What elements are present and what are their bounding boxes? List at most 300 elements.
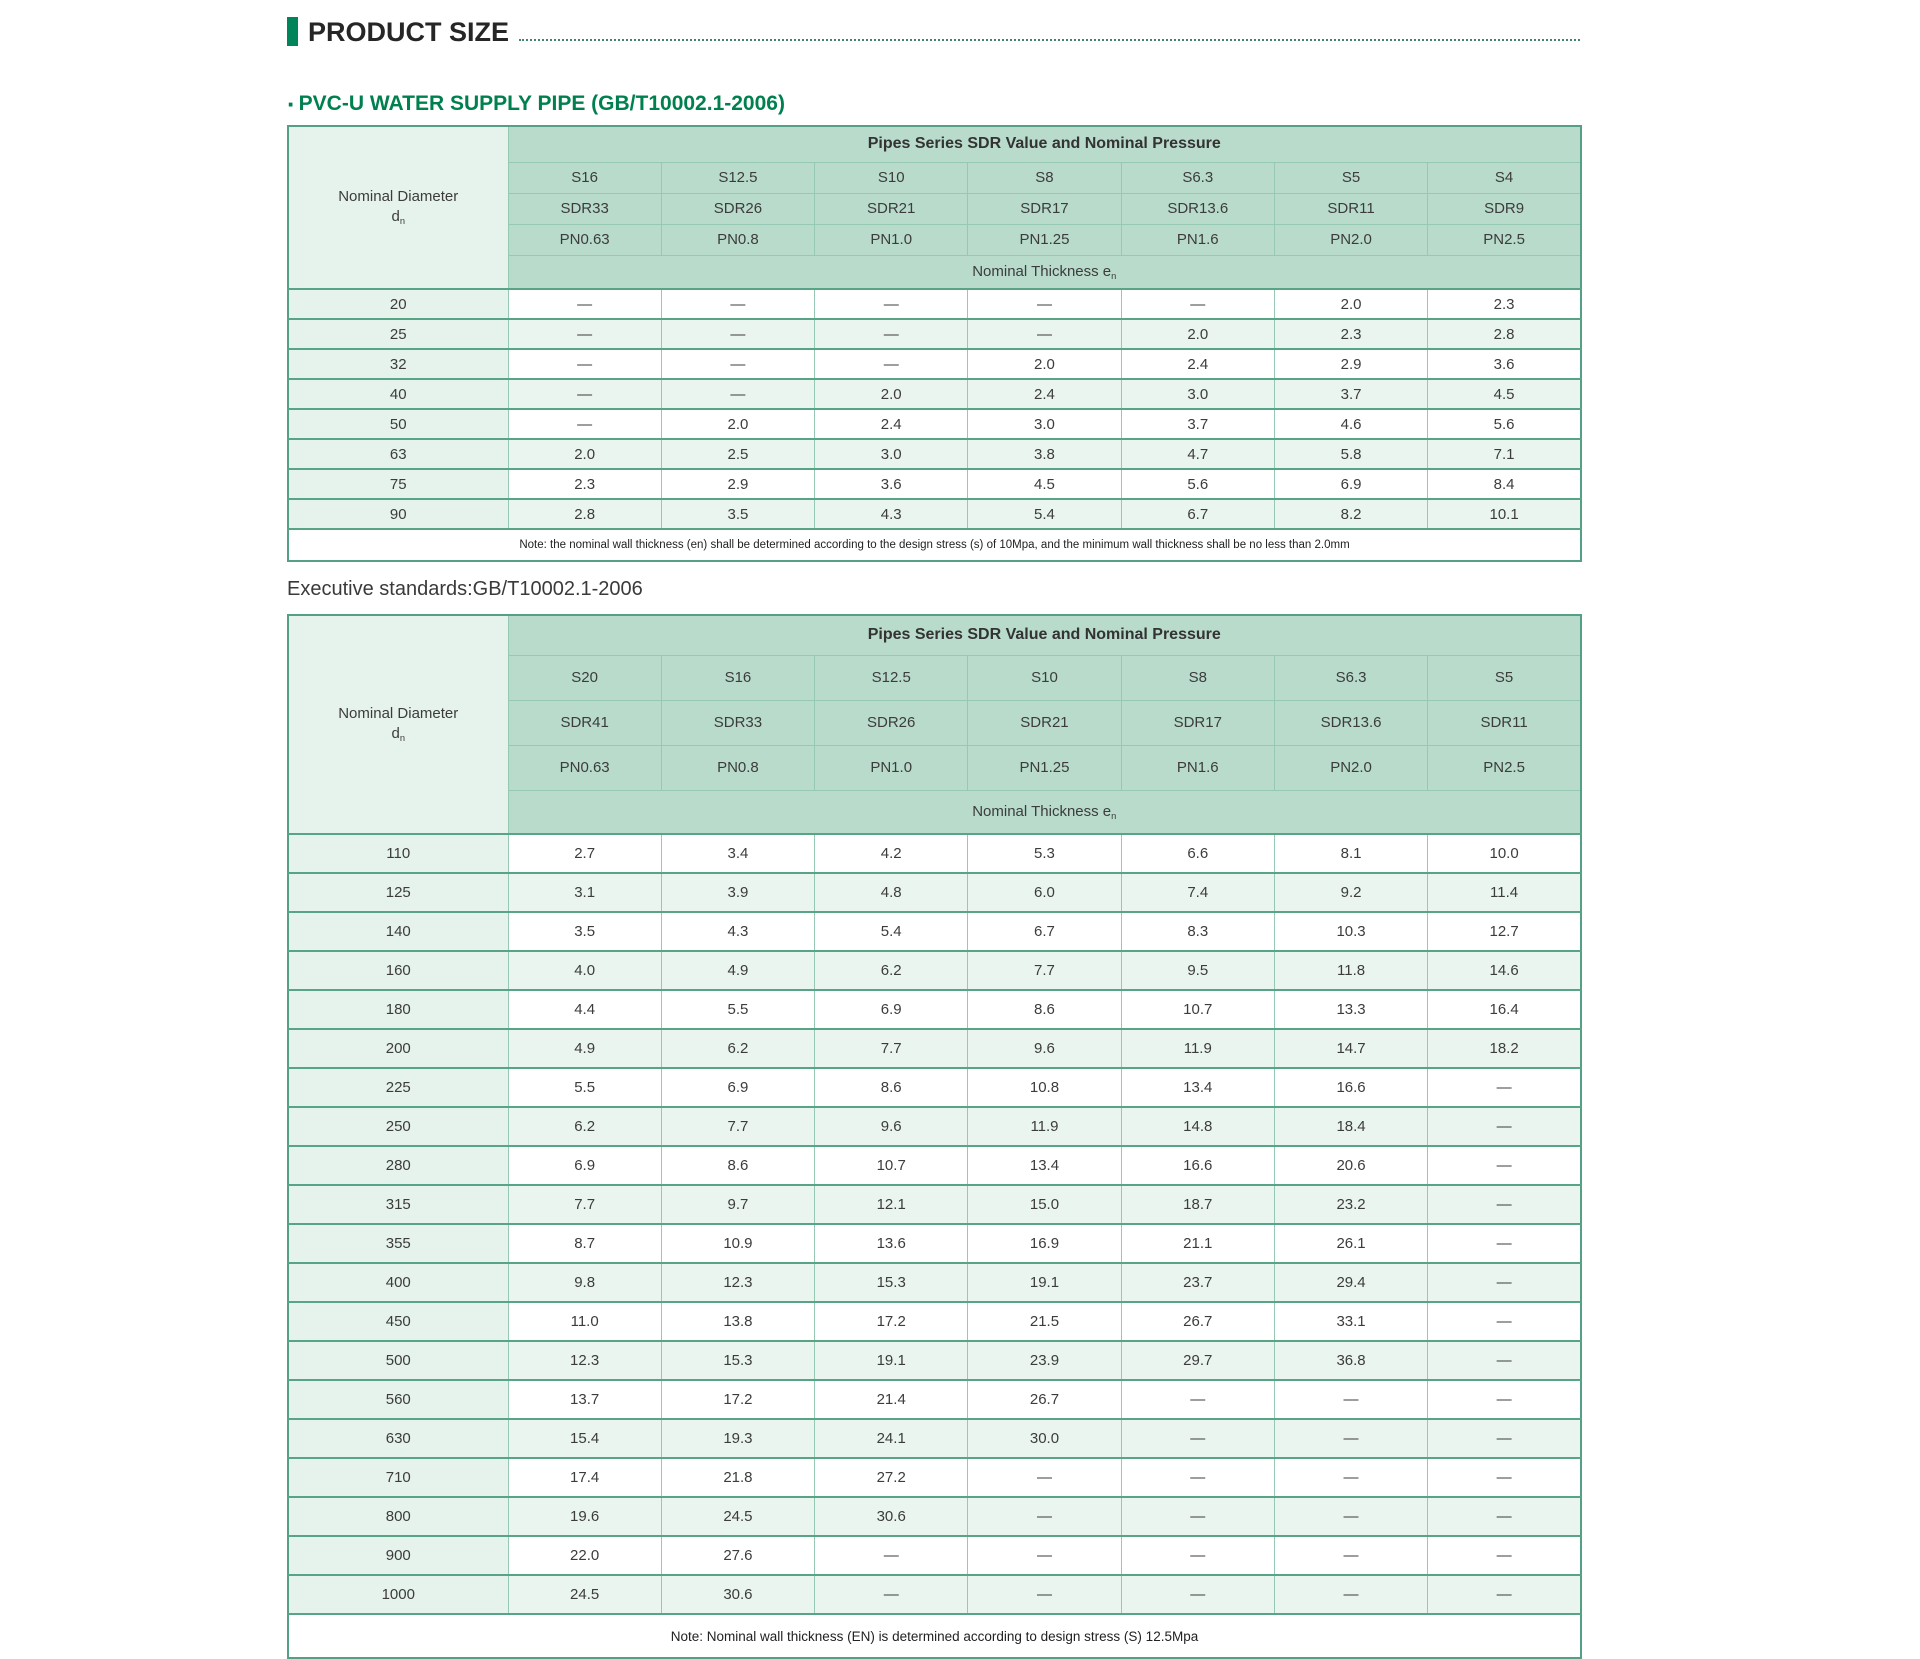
thickness-value-cell: — [1428,1224,1581,1263]
thickness-value-cell: 3.5 [661,499,814,529]
thickness-value-cell: — [1121,1575,1274,1614]
thickness-value-cell: — [815,289,968,319]
thickness-value-cell: 8.4 [1428,469,1581,499]
series-s-header-cell: S10 [968,655,1121,700]
thickness-value-cell: 21.5 [968,1302,1121,1341]
thickness-value-cell: — [1121,1536,1274,1575]
table-row [288,379,1581,409]
pn-header-cell: PN0.8 [661,224,814,255]
thickness-value-cell: 15.3 [815,1263,968,1302]
table-row [288,409,1581,439]
table-row [288,439,1581,469]
table-row [288,1419,1581,1458]
table-row [288,912,1581,951]
thickness-value-cell: — [1428,1146,1581,1185]
table-row [288,469,1581,499]
thickness-value-cell: 30.6 [661,1575,814,1614]
thickness-value-cell: 22.0 [508,1536,661,1575]
thickness-value-cell: 17.2 [661,1380,814,1419]
thickness-value-cell: 9.6 [815,1107,968,1146]
series-pressure-band-title: Pipes Series SDR Value and Nominal Pressure [508,615,1581,655]
executive-standards-text: Executive standards:GB/T10002.1-2006 [287,578,643,600]
diameter-cell: 63 [288,439,508,469]
thickness-value-cell: 3.1 [508,873,661,912]
thickness-value-cell: 17.2 [815,1302,968,1341]
thickness-value-cell: — [1428,1185,1581,1224]
thickness-value-cell: 4.9 [661,951,814,990]
diameter-cell: 75 [288,469,508,499]
pn-header-cell: PN2.0 [1274,745,1427,790]
thickness-value-cell: 7.7 [815,1029,968,1068]
page-title: PRODUCT SIZE [308,17,510,47]
thickness-value-cell: 7.7 [508,1185,661,1224]
thickness-value-cell: 8.1 [1274,834,1427,873]
thickness-value-cell: — [1428,1536,1581,1575]
thickness-value-cell: 3.0 [815,439,968,469]
thickness-value-cell: 4.5 [1428,379,1581,409]
thickness-value-cell: — [968,1536,1121,1575]
pn-header-cell: PN0.63 [508,224,661,255]
diameter-cell: 315 [288,1185,508,1224]
sdr-header-cell: SDR17 [1121,700,1274,745]
sdr-header-cell: SDR13.6 [1121,193,1274,224]
thickness-value-cell: 11.0 [508,1302,661,1341]
sdr-header-cell: SDR41 [508,700,661,745]
series-s-header-cell: S16 [508,162,661,193]
thickness-value-cell: 16.6 [1121,1146,1274,1185]
diameter-cell: 400 [288,1263,508,1302]
table-row [288,319,1581,349]
thickness-value-cell: 10.9 [661,1224,814,1263]
thickness-value-cell: 3.6 [1428,349,1581,379]
nominal-diameter-header: Nominal Diameter $d_n$ [288,126,508,289]
thickness-value-cell: 3.5 [508,912,661,951]
thickness-value-cell: 10.8 [968,1068,1121,1107]
sdr-header-cell: SDR13.6 [1274,700,1427,745]
thickness-value-cell: 4.4 [508,990,661,1029]
diameter-cell: 800 [288,1497,508,1536]
thickness-value-cell: 8.6 [661,1146,814,1185]
diameter-cell: 90 [288,499,508,529]
series-s-header-cell: S5 [1274,162,1427,193]
table-row [288,349,1581,379]
sdr-header-cell: SDR33 [661,700,814,745]
diameter-cell: 125 [288,873,508,912]
thickness-value-cell: — [1428,1302,1581,1341]
table-row [288,1380,1581,1419]
diameter-cell: 1000 [288,1575,508,1614]
series-s-header-cell: S12.5 [815,655,968,700]
thickness-value-cell: — [815,319,968,349]
sdr-header-cell: SDR9 [1428,193,1581,224]
thickness-value-cell: — [1428,1263,1581,1302]
table-note: Note: Nominal wall thickness (EN) is determined according to design stress (S) 12.5Mpa [288,1614,1581,1658]
thickness-value-cell: — [1428,1341,1581,1380]
diameter-cell: 20 [288,289,508,319]
thickness-value-cell: 6.6 [1121,834,1274,873]
thickness-value-cell: 10.3 [1274,912,1427,951]
thickness-value-cell: 2.0 [1121,319,1274,349]
diameter-cell: 25 [288,319,508,349]
thickness-value-cell: — [1428,1419,1581,1458]
diameter-cell: 225 [288,1068,508,1107]
product-subtitle: PVC-U WATER SUPPLY PIPE (GB/T10002.1-2006) [298,92,785,115]
thickness-value-cell: 4.7 [1121,439,1274,469]
thickness-value-cell: 3.7 [1274,379,1427,409]
thickness-value-cell: 4.9 [508,1029,661,1068]
thickness-value-cell: 9.5 [1121,951,1274,990]
thickness-value-cell: 2.5 [661,439,814,469]
thickness-value-cell: 6.2 [815,951,968,990]
thickness-value-cell: 16.4 [1428,990,1581,1029]
thickness-value-cell: 5.5 [661,990,814,1029]
thickness-value-cell: 5.6 [1428,409,1581,439]
thickness-value-cell: 15.0 [968,1185,1121,1224]
thickness-value-cell: — [661,349,814,379]
thickness-value-cell: — [661,289,814,319]
thickness-value-cell: 6.2 [661,1029,814,1068]
thickness-value-cell: — [815,349,968,379]
nominal-thickness-band-label: Nominal Thickness $e_n$ [508,255,1581,289]
thickness-value-cell: — [1274,1497,1427,1536]
thickness-value-cell: 2.0 [968,349,1121,379]
thickness-value-cell: 2.4 [968,379,1121,409]
table-row [288,289,1581,319]
thickness-value-cell: 4.0 [508,951,661,990]
thickness-value-cell: 9.8 [508,1263,661,1302]
thickness-value-cell: 2.9 [1274,349,1427,379]
nominal-thickness-band-label: Nominal Thickness $e_n$ [508,790,1581,834]
thickness-value-cell: — [1274,1419,1427,1458]
pn-header-cell: PN2.5 [1428,745,1581,790]
pipe-size-table-large-diameters [287,614,1582,1659]
title-accent-bar [287,17,298,46]
sdr-header-cell: SDR33 [508,193,661,224]
diameter-cell: 160 [288,951,508,990]
thickness-value-cell: 7.7 [968,951,1121,990]
thickness-value-cell: — [1274,1380,1427,1419]
thickness-value-cell: 13.6 [815,1224,968,1263]
pn-header-cell: PN2.5 [1428,224,1581,255]
thickness-value-cell: 5.4 [968,499,1121,529]
thickness-value-cell: 3.4 [661,834,814,873]
series-s-header-cell: S10 [815,162,968,193]
thickness-value-cell: 19.1 [815,1341,968,1380]
thickness-value-cell: 13.4 [1121,1068,1274,1107]
thickness-value-cell: 27.2 [815,1458,968,1497]
table-row [288,951,1581,990]
thickness-value-cell: — [508,319,661,349]
thickness-value-cell: — [1274,1458,1427,1497]
thickness-value-cell: 13.8 [661,1302,814,1341]
thickness-value-cell: 8.6 [815,1068,968,1107]
thickness-value-cell: 2.9 [661,469,814,499]
table-row [288,873,1581,912]
thickness-value-cell: 30.0 [968,1419,1121,1458]
table-row [288,1029,1581,1068]
thickness-value-cell: 2.3 [508,469,661,499]
nominal-diameter-header: Nominal Diameter $d_n$ [288,615,508,834]
thickness-value-cell: — [1428,1458,1581,1497]
thickness-value-cell: 5.8 [1274,439,1427,469]
thickness-value-cell: 14.6 [1428,951,1581,990]
thickness-value-cell: 11.9 [968,1107,1121,1146]
thickness-value-cell: — [815,1575,968,1614]
thickness-value-cell: 6.0 [968,873,1121,912]
thickness-value-cell: 10.1 [1428,499,1581,529]
thickness-value-cell: 26.1 [1274,1224,1427,1263]
thickness-value-cell: 36.8 [1274,1341,1427,1380]
table-row [288,990,1581,1029]
thickness-value-cell: 15.4 [508,1419,661,1458]
thickness-value-cell: 5.4 [815,912,968,951]
thickness-value-cell: 8.3 [1121,912,1274,951]
thickness-value-cell: 6.9 [508,1146,661,1185]
table-row [288,1497,1581,1536]
series-s-header-cell: S5 [1428,655,1581,700]
diameter-cell: 355 [288,1224,508,1263]
diameter-cell: 630 [288,1419,508,1458]
thickness-value-cell: 19.3 [661,1419,814,1458]
diameter-cell: 900 [288,1536,508,1575]
thickness-value-cell: 16.9 [968,1224,1121,1263]
table-row [288,1146,1581,1185]
thickness-value-cell: 3.0 [1121,379,1274,409]
page-content [287,0,1582,1659]
thickness-value-cell: — [1121,1497,1274,1536]
pn-header-cell: PN0.63 [508,745,661,790]
thickness-value-cell: — [661,319,814,349]
thickness-value-cell: 7.4 [1121,873,1274,912]
thickness-value-cell: — [1428,1575,1581,1614]
thickness-value-cell: 10.0 [1428,834,1581,873]
thickness-value-cell: — [968,1575,1121,1614]
thickness-value-cell: 8.7 [508,1224,661,1263]
thickness-value-cell: 23.2 [1274,1185,1427,1224]
thickness-value-cell: 11.8 [1274,951,1427,990]
thickness-value-cell: 13.3 [1274,990,1427,1029]
thickness-value-cell: — [968,1497,1121,1536]
table-row [288,1224,1581,1263]
thickness-value-cell: 12.1 [815,1185,968,1224]
thickness-value-cell: 2.8 [508,499,661,529]
diameter-cell: 40 [288,379,508,409]
thickness-value-cell: — [508,289,661,319]
thickness-value-cell: — [508,409,661,439]
diameter-cell: 280 [288,1146,508,1185]
thickness-value-cell: 2.0 [815,379,968,409]
series-s-header-cell: S12.5 [661,162,814,193]
thickness-value-cell: 6.2 [508,1107,661,1146]
diameter-cell: 110 [288,834,508,873]
thickness-value-cell: 11.4 [1428,873,1581,912]
thickness-value-cell: 2.8 [1428,319,1581,349]
thickness-value-cell: 2.4 [1121,349,1274,379]
thickness-value-cell: — [968,319,1121,349]
thickness-value-cell: — [1428,1107,1581,1146]
table-row [288,1575,1581,1614]
pn-header-cell: PN1.0 [815,745,968,790]
thickness-value-cell: — [1121,1419,1274,1458]
thickness-value-cell: 24.1 [815,1419,968,1458]
thickness-value-cell: 6.7 [968,912,1121,951]
thickness-value-cell: 26.7 [968,1380,1121,1419]
thickness-value-cell: 2.0 [508,439,661,469]
table-row [288,499,1581,529]
diameter-cell: 450 [288,1302,508,1341]
thickness-value-cell: 19.6 [508,1497,661,1536]
series-s-header-cell: S4 [1428,162,1581,193]
thickness-value-cell: 27.6 [661,1536,814,1575]
thickness-value-cell: 2.3 [1428,289,1581,319]
thickness-value-cell: 21.1 [1121,1224,1274,1263]
thickness-value-cell: 6.9 [661,1068,814,1107]
thickness-value-cell: 6.9 [815,990,968,1029]
thickness-value-cell: 2.7 [508,834,661,873]
thickness-value-cell: 14.7 [1274,1029,1427,1068]
table-row [288,1302,1581,1341]
table-row [288,1068,1581,1107]
thickness-value-cell: 4.3 [815,499,968,529]
thickness-value-cell: 20.6 [1274,1146,1427,1185]
thickness-value-cell: 6.9 [1274,469,1427,499]
thickness-value-cell: 5.3 [968,834,1121,873]
thickness-value-cell: 14.8 [1121,1107,1274,1146]
thickness-value-cell: 29.7 [1121,1341,1274,1380]
thickness-value-cell: 3.0 [968,409,1121,439]
thickness-value-cell: 24.5 [661,1497,814,1536]
table-row [288,1263,1581,1302]
thickness-value-cell: — [661,379,814,409]
product-subtitle-row: · PVC-U WATER SUPPLY PIPE (GB/T10002.1-2006) [287,89,785,119]
diameter-cell: 50 [288,409,508,439]
thickness-value-cell: 3.9 [661,873,814,912]
thickness-value-cell: 18.4 [1274,1107,1427,1146]
thickness-value-cell: 5.6 [1121,469,1274,499]
thickness-value-cell: 9.6 [968,1029,1121,1068]
thickness-value-cell: 33.1 [1274,1302,1427,1341]
thickness-value-cell: — [1121,1458,1274,1497]
sdr-header-cell: SDR26 [815,700,968,745]
thickness-value-cell: 5.5 [508,1068,661,1107]
thickness-value-cell: — [968,289,1121,319]
thickness-value-cell: 2.0 [661,409,814,439]
thickness-value-cell: 9.2 [1274,873,1427,912]
diameter-cell: 200 [288,1029,508,1068]
thickness-value-cell: 11.9 [1121,1029,1274,1068]
pipe-size-table-small-diameters [287,125,1582,562]
pn-header-cell: PN1.25 [968,745,1121,790]
thickness-value-cell: 21.4 [815,1380,968,1419]
series-pressure-band-title: Pipes Series SDR Value and Nominal Pressure [508,126,1581,162]
thickness-value-cell: 4.8 [815,873,968,912]
pn-header-cell: PN1.6 [1121,745,1274,790]
thickness-value-cell: 6.7 [1121,499,1274,529]
thickness-value-cell: 7.1 [1428,439,1581,469]
thickness-value-cell: — [1428,1068,1581,1107]
thickness-value-cell: 12.3 [508,1341,661,1380]
pn-header-cell: PN1.25 [968,224,1121,255]
thickness-value-cell: — [508,349,661,379]
diameter-cell: 500 [288,1341,508,1380]
thickness-value-cell: — [1274,1575,1427,1614]
thickness-value-cell: 4.6 [1274,409,1427,439]
thickness-value-cell: 24.5 [508,1575,661,1614]
sdr-header-cell: SDR26 [661,193,814,224]
thickness-value-cell: 10.7 [1121,990,1274,1029]
table-row [288,1185,1581,1224]
series-s-header-cell: S6.3 [1121,162,1274,193]
thickness-value-cell: 3.8 [968,439,1121,469]
thickness-value-cell: 23.9 [968,1341,1121,1380]
table-row [288,1536,1581,1575]
dotted-leader-line [519,39,1580,41]
thickness-value-cell: 4.5 [968,469,1121,499]
thickness-value-cell: — [1121,1380,1274,1419]
diameter-cell: 180 [288,990,508,1029]
series-s-header-cell: S8 [1121,655,1274,700]
thickness-value-cell: 8.6 [968,990,1121,1029]
thickness-value-cell: 21.8 [661,1458,814,1497]
sdr-header-cell: SDR11 [1428,700,1581,745]
thickness-value-cell: 29.4 [1274,1263,1427,1302]
series-s-header-cell: S16 [661,655,814,700]
thickness-value-cell: 12.3 [661,1263,814,1302]
diameter-cell: 140 [288,912,508,951]
thickness-value-cell: 18.2 [1428,1029,1581,1068]
thickness-value-cell: 9.7 [661,1185,814,1224]
thickness-value-cell: 2.0 [1274,289,1427,319]
pn-header-cell: PN2.0 [1274,224,1427,255]
thickness-value-cell: — [1274,1536,1427,1575]
table-row [288,1458,1581,1497]
thickness-value-cell: 4.3 [661,912,814,951]
pn-header-cell: PN0.8 [661,745,814,790]
series-s-header-cell: S8 [968,162,1121,193]
thickness-value-cell: 13.7 [508,1380,661,1419]
thickness-value-cell: — [1121,289,1274,319]
thickness-value-cell: 15.3 [661,1341,814,1380]
series-s-header-cell: S6.3 [1274,655,1427,700]
thickness-value-cell: — [1428,1380,1581,1419]
diameter-cell: 32 [288,349,508,379]
thickness-value-cell: 23.7 [1121,1263,1274,1302]
thickness-value-cell: — [508,379,661,409]
thickness-value-cell: — [968,1458,1121,1497]
sdr-header-cell: SDR21 [968,700,1121,745]
table-row [288,834,1581,873]
sdr-header-cell: SDR11 [1274,193,1427,224]
thickness-value-cell: 3.6 [815,469,968,499]
thickness-value-cell: 19.1 [968,1263,1121,1302]
pn-header-cell: PN1.0 [815,224,968,255]
thickness-value-cell: 16.6 [1274,1068,1427,1107]
thickness-value-cell: 10.7 [815,1146,968,1185]
sdr-header-cell: SDR17 [968,193,1121,224]
table-row [288,1341,1581,1380]
thickness-value-cell: 7.7 [661,1107,814,1146]
thickness-value-cell: 26.7 [1121,1302,1274,1341]
thickness-value-cell: 2.3 [1274,319,1427,349]
thickness-value-cell: 12.7 [1428,912,1581,951]
diameter-cell: 710 [288,1458,508,1497]
thickness-value-cell: 2.4 [815,409,968,439]
thickness-value-cell: — [815,1536,968,1575]
thickness-value-cell: 18.7 [1121,1185,1274,1224]
diameter-cell: 560 [288,1380,508,1419]
section-header [287,0,1582,46]
diameter-cell: 250 [288,1107,508,1146]
